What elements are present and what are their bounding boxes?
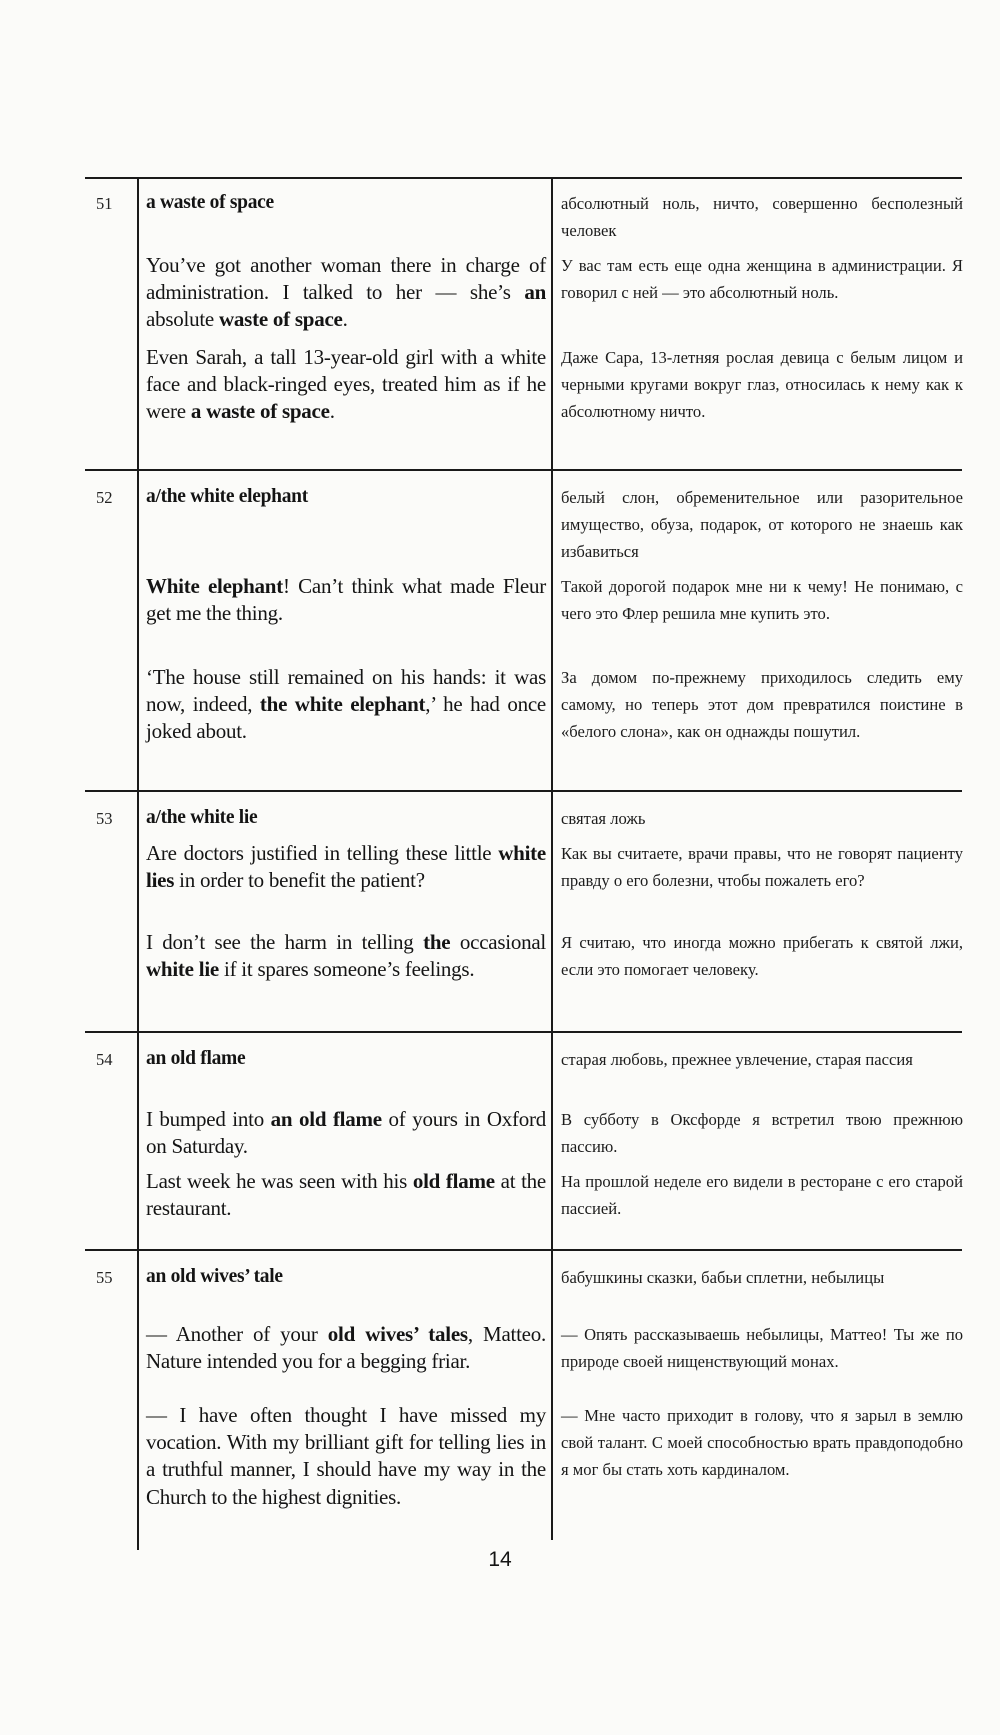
entry-definition: святая ложь bbox=[561, 809, 646, 828]
example-ru: У вас там есть еще одна женщина в администрации. Я говорил с ней — это абсолютный ноль. bbox=[561, 256, 963, 303]
entry-term: a/the white elephant bbox=[146, 486, 308, 507]
example-en: I bumped into an old flame of yours in Oxford on Saturday. bbox=[146, 1107, 546, 1159]
entry-definition: абсолютный ноль, ничто, совершенно бесполезный человек bbox=[561, 194, 963, 241]
bold-phrase: old wives’ tales bbox=[327, 1322, 468, 1346]
example-en: You’ve got another woman there in charge of administration. I talked to her — she’s an absolute waste of space. bbox=[146, 253, 546, 332]
rule-54-55 bbox=[85, 1249, 962, 1251]
entry-number: 54 bbox=[96, 1050, 113, 1069]
bold-phrase: the bbox=[423, 930, 451, 954]
entry-term: an old flame bbox=[146, 1048, 246, 1069]
entry-definition: бабушкины сказки, бабьи сплетни, небылицы bbox=[561, 1268, 885, 1287]
example-en: — Another of your old wives’ tales, Matteo. Nature intended you for a begging friar. bbox=[146, 1322, 546, 1374]
entry-term: an old wives’ tale bbox=[146, 1266, 283, 1287]
bold-phrase: an old flame bbox=[270, 1107, 382, 1131]
rule-top bbox=[85, 177, 962, 179]
rule-53-54 bbox=[85, 1031, 962, 1033]
rule-52-53 bbox=[85, 790, 962, 792]
example-ru: В субботу в Оксфорде я встретил твою прежнюю пассию. bbox=[561, 1110, 963, 1157]
example-en: Last week he was seen with his old flame at the restaurant. bbox=[146, 1169, 547, 1221]
bold-phrase: white lie bbox=[146, 957, 219, 982]
entry-number: 55 bbox=[96, 1268, 113, 1287]
example-ru: Даже Сара, 13-летняя рослая девица с белым лицом и черными кругами вокруг глаз, относилась к нему как к абсолютному ничто. bbox=[561, 348, 963, 422]
page-number: 14 bbox=[488, 1548, 512, 1571]
rule-col-left bbox=[137, 177, 139, 1550]
bold-phrase: an bbox=[524, 280, 546, 305]
example-ru: — Мне часто приходит в голову, что я зарыл в землю свой талант. С моей способностью врать правдоподобно я мог бы стать хоть кардиналом. bbox=[561, 1406, 963, 1480]
entry-number: 52 bbox=[96, 488, 113, 507]
bold-phrase: old flame bbox=[412, 1169, 495, 1193]
entry-term: a waste of space bbox=[146, 192, 274, 213]
bold-phrase: white lies bbox=[146, 841, 546, 893]
example-en: — I have often thought I have missed my vocation. With my brilliant gift for telling lies in a truthful manner, I should have my way in the Church to the highest dignities. bbox=[146, 1403, 546, 1509]
rule-col-mid bbox=[551, 177, 553, 1540]
example-ru: Как вы считаете, врачи правы, что не говорят пациенту правду о его болезни, чтобы пожалеть его? bbox=[561, 844, 963, 891]
example-en: ‘The house still remained on his hands: it was now, indeed, the white elephant,’ he had once joked about. bbox=[146, 665, 547, 744]
example-en: Are doctors justified in telling these little white lies in order to benefit the patient? bbox=[146, 841, 546, 893]
bold-phrase: White elephant bbox=[146, 574, 283, 598]
entry-term: a/the white lie bbox=[146, 807, 258, 828]
example-ru: — Опять рассказываешь небылицы, Маттео! Ты же по природе своей нищенствующий монах. bbox=[561, 1325, 963, 1372]
example-en: I don’t see the harm in telling the occasional white lie if it spares someone’s feelings. bbox=[146, 930, 546, 982]
entry-number: 51 bbox=[96, 194, 113, 213]
example-en: White elephant! Can’t think what made Fleur get me the thing. bbox=[146, 574, 546, 626]
example-ru: Я считаю, что иногда можно прибегать к святой лжи, если это помогает человеку. bbox=[561, 933, 963, 980]
entry-definition: старая любовь, прежнее увлечение, старая пассия bbox=[561, 1050, 913, 1069]
rule-51-52 bbox=[85, 469, 962, 471]
entry-definition: белый слон, обременительное или разорительное имущество, обуза, подарок, от которого не знаешь как избавиться bbox=[561, 488, 963, 562]
entry-number: 53 bbox=[96, 809, 113, 828]
bold-phrase: waste of space bbox=[218, 307, 343, 332]
example-ru: На прошлой неделе его видели в ресторане с его старой пассией. bbox=[561, 1172, 963, 1219]
bold-phrase: a waste of space bbox=[190, 399, 330, 424]
bold-phrase: the white elephant bbox=[259, 692, 426, 717]
example-en: Even Sarah, a tall 13-year-old girl with a white face and black-ringed eyes, treated him as if he were a waste of space. bbox=[146, 345, 546, 424]
example-ru: Такой дорогой подарок мне ни к чему! Не понимаю, с чего это Флер решила мне купить это. bbox=[561, 577, 963, 624]
example-ru: За домом по-прежнему приходилось следить ему самому, но теперь этот дом превратился поистине в «белого слона», как он однажды пошутил. bbox=[561, 668, 963, 742]
